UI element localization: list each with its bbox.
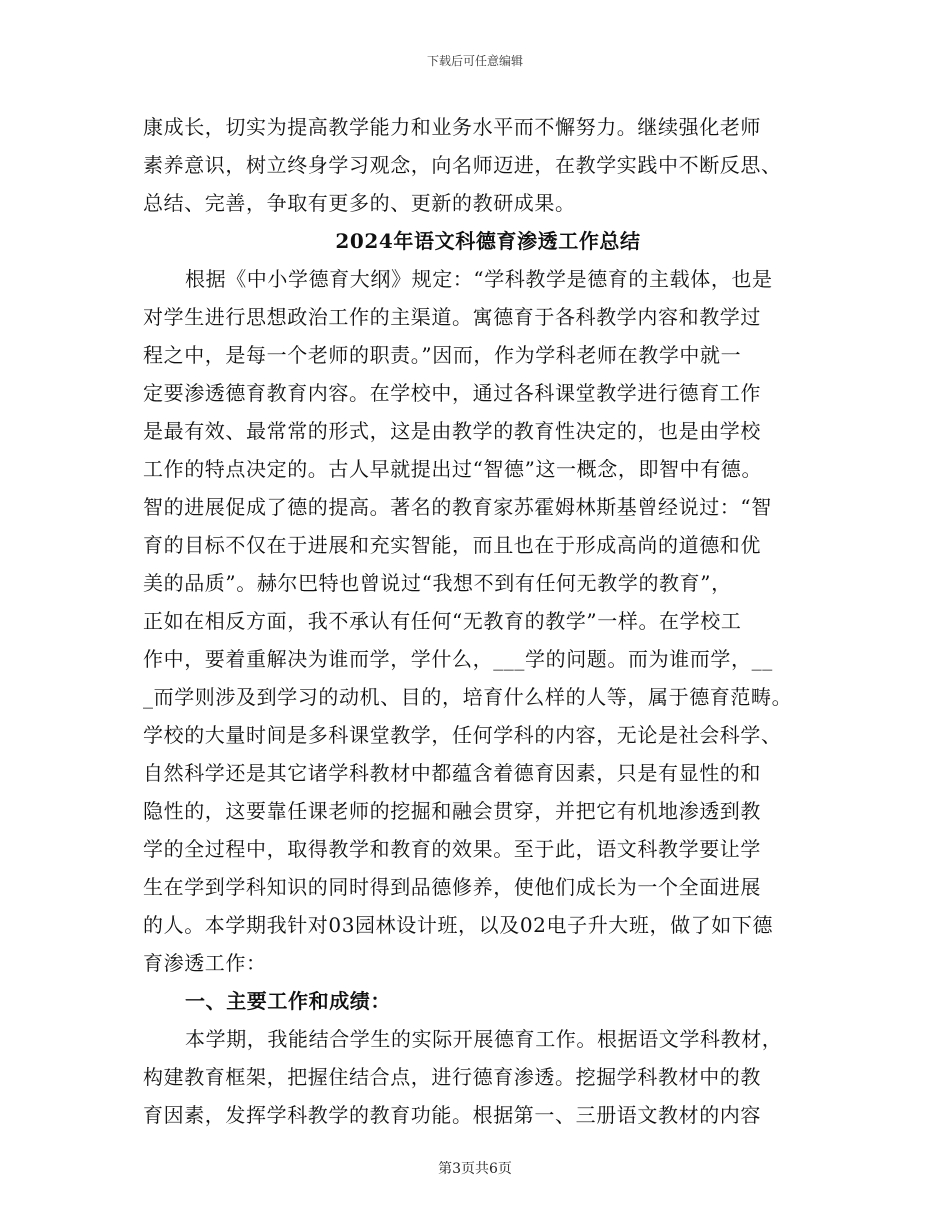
document-body xyxy=(143,108,823,1134)
text-line: 作中，要着重解决为谁而学，学什么，___学的问题。而为谁而学，__ xyxy=(143,647,773,671)
text-line: 正如在相反方面，我不承认有任何“无教育的教学”一样。在学校工 xyxy=(143,609,742,633)
text-line: 隐性的，这要靠任课老师的挖掘和融会贯穿，并把它有机地渗透到教 xyxy=(143,799,761,823)
text-line: 育的目标不仅在于进展和充实智能，而且也在于形成高尚的道德和优 xyxy=(143,533,761,557)
text-line: 智的进展促成了德的提高。著名的教育家苏霍姆林斯基曾经说过：“智 xyxy=(143,495,772,519)
text-line: 学校的大量时间是多科课堂教学，任何学科的内容，无论是社会科学、 xyxy=(143,723,782,747)
paragraph-start: 本学期，我能结合学生的实际开展德育工作。根据语文学科教材， xyxy=(185,1027,783,1051)
text-line: 是最有效、最常常的形式，这是由教学的教育性决定的，也是由学校 xyxy=(143,419,761,443)
text-line: 工作的特点决定的。古人早就提出过“智德”这一概念，即智中有德。 xyxy=(143,457,763,481)
text-line: 的人。本学期我针对03园林设计班，以及02电子升大班，做了如下德 xyxy=(143,913,774,937)
document-title: 2024年语文科德育渗透工作总结 xyxy=(335,229,641,253)
text-line: 生在学到学科知识的同时得到品德修养，使他们成长为一个全面进展 xyxy=(143,875,761,899)
text-line: 素养意识，树立终身学习观念，向名师迈进，在教学实践中不断反思、 xyxy=(143,153,782,177)
section-heading: 一、主要工作和成绩： xyxy=(185,989,391,1013)
text-line: 学的全过程中，取得教学和教育的效果。至于此，语文科教学要让学 xyxy=(143,837,761,861)
text-line: 对学生进行思想政治工作的主渠道。寓德育于各科教学内容和教学过 xyxy=(143,305,761,329)
page-number: 第3页共6页 xyxy=(438,1161,512,1177)
paragraph-start: 根据《中小学德育大纲》规定：“学科教学是德育的主载体，也是 xyxy=(185,267,773,291)
text-line: 构建教育框架，把握住结合点，进行德育渗透。挖掘学科教材中的教 xyxy=(143,1065,761,1089)
text-line: 自然科学还是其它诸学科教材中都蕴含着德育因素，只是有显性的和 xyxy=(143,761,761,785)
text-line: 美的品质”。赫尔巴特也曾说过“我想不到有任何无教学的教育”， xyxy=(143,571,732,595)
text-line: 育因素，发挥学科教学的教育功能。根据第一、三册语文教材的内容 xyxy=(143,1103,761,1127)
text-line: 康成长，切实为提高教学能力和业务水平而不懈努力。继续强化老师 xyxy=(143,115,761,139)
text-line: 定要渗透德育教育内容。在学校中，通过各科课堂教学进行德育工作 xyxy=(143,381,761,405)
text-line: 总结、完善，争取有更多的、更新的教研成果。 xyxy=(143,191,576,215)
page-header: 下载后可任意编辑 xyxy=(426,54,523,68)
text-line: _而学则涉及到学习的动机、目的，培育什么样的人等，属于德育范畴。 xyxy=(143,685,793,709)
text-line: 程之中，是每一个老师的职责。”因而，作为学科老师在教学中就一 xyxy=(143,343,742,367)
text-line: 育渗透工作： xyxy=(143,951,267,975)
